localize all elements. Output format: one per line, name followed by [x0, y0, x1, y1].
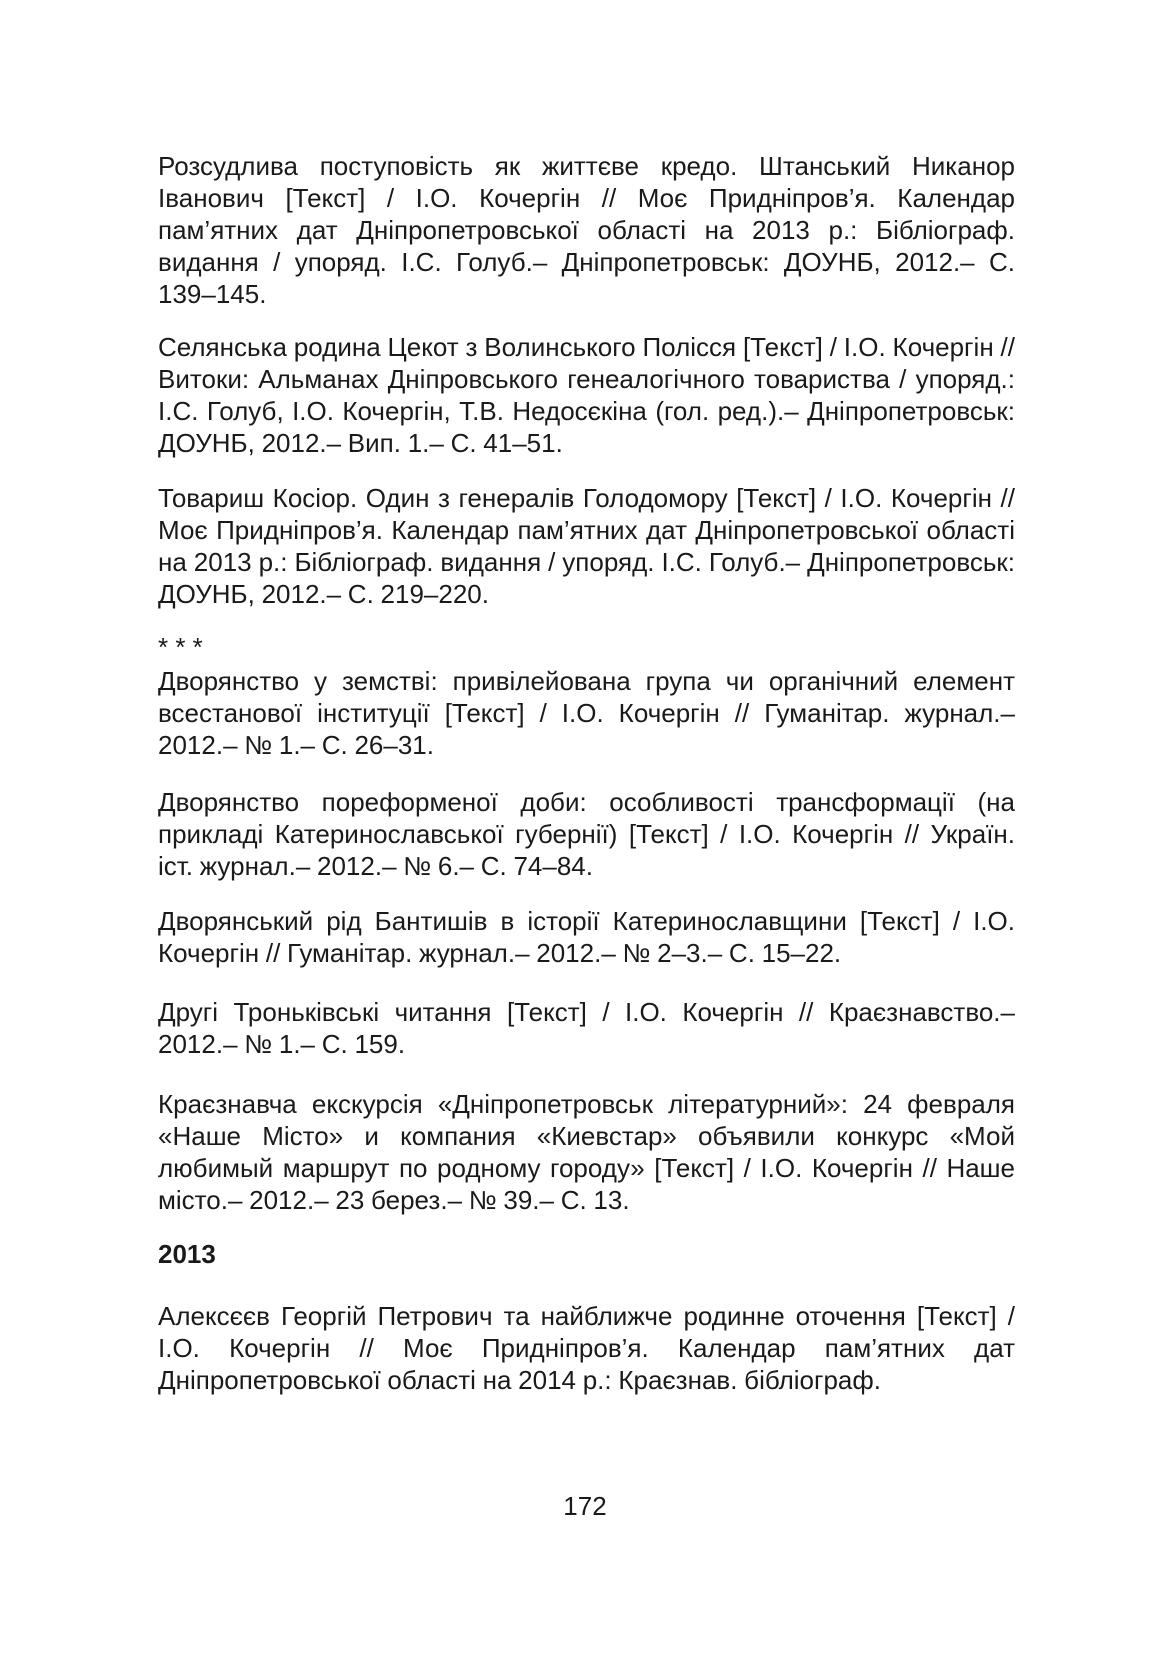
page-number: 172 [563, 1491, 607, 1521]
section-separator: * * * [158, 632, 203, 662]
bibliography-entry: Товариш Косіор. Один з генералів Голодомору [Текст] / І.О. Кочергін // Моє Придніпров’я. Календар пам’ятних дат Дніпропетровської області на 2013 р.: Бібліограф. видання / упоряд. І.С. Голуб.– Дніпропетровськ: ДОУНБ, 2012.– С. 219–220. [158, 483, 1015, 609]
bibliography-entry: Другі Троньківські читання [Текст] / І.О. Кочергін // Краєзнавство.– 2012.– № 1.– С. 159. [158, 997, 1015, 1059]
bibliography-entry: Краєзнавча екскурсія «Дніпропетровськ літературний»: 24 февраля «Наше Місто» и компания «Киевстар» объявили конкурс «Мой любимый маршрут по родному городу» [Текст] / І.О. Кочергін // Наше місто.– 2012.– 23 берез.– № 39.– С. 13. [158, 1089, 1015, 1215]
bibliography-entry: Розсудлива поступовість як життєве кредо. Штанський Никанор Іванович [Текст] / І.О. Кочергін // Моє Придніпров’я. Календар пам’ятних дат Дніпропетровської області на 2013 р.: Бібліограф. видання / упоряд. І.С. Голуб.– Дніпропетровськ: ДОУНБ, 2012.– С. 139–145. [158, 151, 1015, 309]
bibliography-entry: Селянська родина Цекот з Волинського Полісся [Текст] / І.О. Кочергін // Витоки: Альманах Дніпровського генеалогічного товариства / упоряд.: І.С. Голуб, І.О. Кочергін, Т.В. Недосєкіна (гол. ред.).– Дніпропетровськ: ДОУНБ, 2012.– Вип. 1.– С. 41–51. [158, 332, 1015, 458]
bibliography-entry: Алексєєв Георгій Петрович та найближче родинне оточення [Текст] / І.О. Кочергін // Моє Придніпров’я. Календар пам’ятних дат Дніпропетровської області на 2014 р.: Краєзнав. бібліограф. [158, 1301, 1015, 1395]
bibliography-entry: Дворянський рід Бантишів в історії Катеринославщини [Текст] / І.О. Кочергін // Гуманітар. журнал.– 2012.– № 2–3.– С. 15–22. [158, 906, 1015, 968]
bibliography-entry: Дворянство у земстві: привілейована група чи органічний елемент всестанової інституції [Текст] / І.О. Кочергін // Гуманітар. журнал.– 2012.– № 1.– С. 26–31. [158, 666, 1015, 760]
year-heading: 2013 [158, 1239, 216, 1269]
bibliography-entry: Дворянство пореформеної доби: особливості трансформації (на прикладі Катеринославської губернії) [Текст] / І.О. Кочергін // Україн. іст. журнал.– 2012.– № 6.– С. 74–84. [158, 787, 1015, 881]
